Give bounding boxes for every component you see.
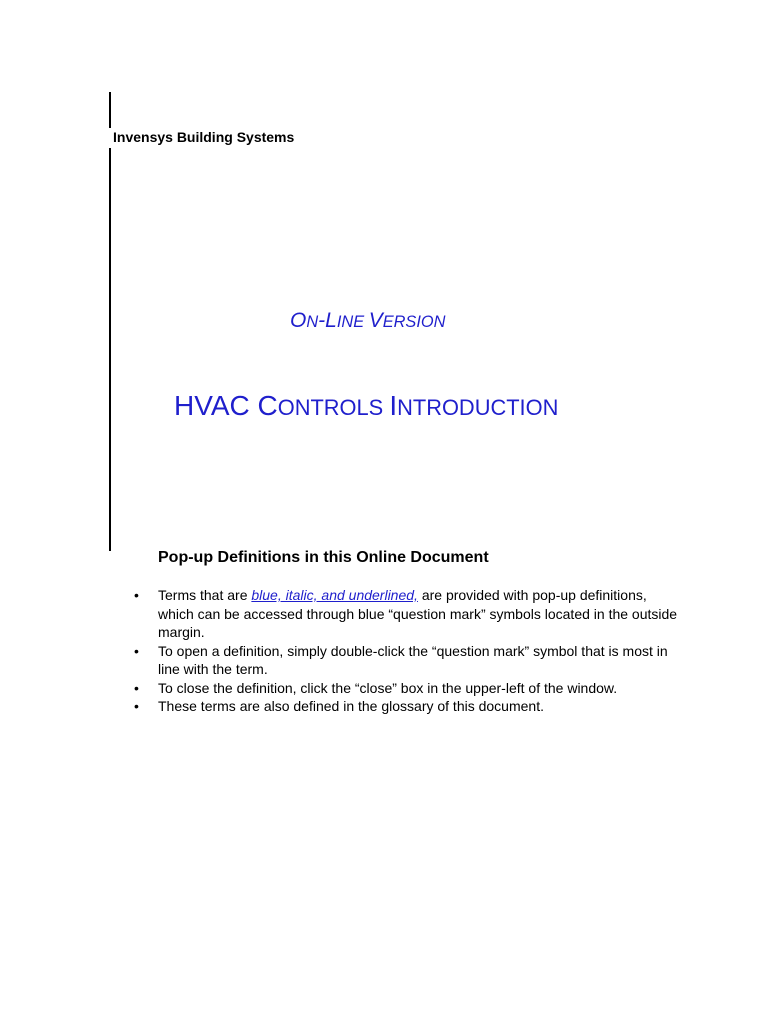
list-item: [134, 679, 678, 698]
subtitle-part: V: [368, 309, 383, 332]
subtitle-part: N: [306, 313, 319, 331]
subtitle-part: O: [290, 309, 307, 332]
bullet-icon: •: [134, 587, 139, 603]
bullet-icon: •: [134, 679, 139, 696]
document-subtitle: [290, 309, 445, 333]
margin-rule: [109, 148, 111, 551]
bullet-text: To open a definition, simply double-click the “question mark” symbol that is most in line with the term.: [158, 642, 668, 677]
company-name: Invensys Building Systems: [113, 129, 295, 145]
list-item: [134, 642, 678, 679]
section-heading: Pop-up Definitions in this Online Document: [158, 549, 489, 566]
title-part: HVAC C: [174, 390, 278, 421]
bullet-text: are provided with pop-up definitions, which can be accessed through blue “question mark” symbols located in the outside margin.: [158, 587, 678, 640]
margin-rule-top: [109, 92, 111, 128]
title-part: ONTROLS: [277, 395, 390, 420]
bullet-text: These terms are also defined in the glossary of this document.: [158, 698, 544, 714]
example-term-link[interactable]: blue, italic, and underlined,: [251, 587, 418, 603]
document-title: [174, 390, 558, 422]
bullet-text: Terms that are: [158, 587, 252, 603]
definitions-list: [134, 586, 678, 716]
bullet-icon: •: [134, 698, 139, 714]
title-part: I: [389, 390, 398, 421]
subtitle-part: INE: [336, 313, 369, 331]
list-item: [134, 697, 678, 716]
bullet-text: To close the definition, click the “close” box in the upper-left of the window.: [158, 679, 618, 696]
list-item: [134, 586, 678, 642]
subtitle-part: -L: [318, 309, 337, 332]
title-part: NTRODUCTION: [397, 395, 559, 420]
subtitle-part: ERSION: [382, 313, 446, 331]
bullet-icon: •: [134, 642, 139, 659]
